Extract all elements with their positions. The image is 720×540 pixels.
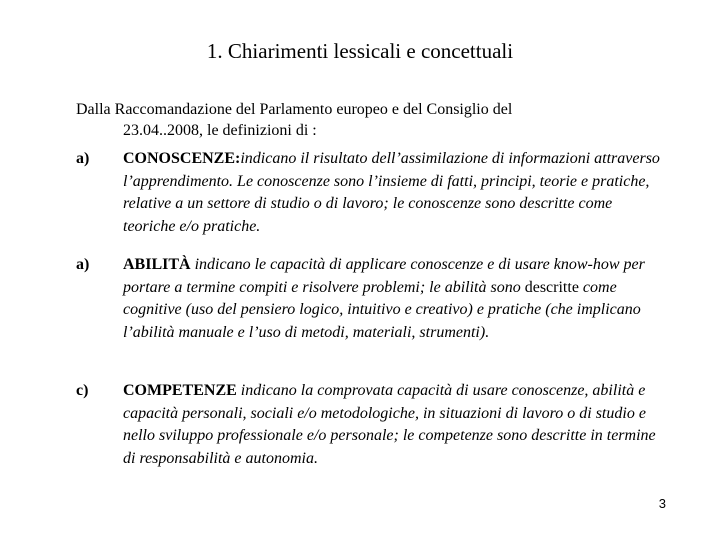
definition-text-part-1: indicano le capacità di applicare conoscenze e di usare know-how per portare a termine compiti e risolvere problemi; le abilità sono [123,256,645,296]
intro-line-1: Dalla Raccomandazione del Parlamento europeo e del Consiglio del [76,101,513,118]
intro-line-2: 23.04..2008, le definizioni di : [123,122,317,139]
definition-abilita [76,254,666,344]
term-conoscenze: CONOSCENZE: [123,150,241,167]
definition-conoscenze [76,148,666,238]
page-title: 1. Chiarimenti lessicali e concettuali [206,39,514,63]
definition-text: indicano la comprovata capacità di usare conoscenze, abilità e capacità personali, sociali e/o metodologiche, in situazioni di lavoro o di studio e nello sviluppo professionale e/o personale; le competenze sono descritte in termine di responsabilità e autonomia. [123,382,656,467]
item-letter: a) [76,256,90,273]
definition-text: indicano il risultato dell’assimilazione di informazioni attraverso l’apprendimento. Le conoscenze sono l’insieme di fatti, principi, teorie e pratiche, relative a un settore di studio o di lavoro; le conoscenze sono descritte come teoriche e/o pratiche. [123,150,660,235]
term-abilita: ABILITÀ [123,256,191,273]
item-letter: a) [76,150,90,167]
intro-paragraph [76,99,666,141]
term-competenze: COMPETENZE [123,382,237,399]
page-number: 3 [658,496,666,511]
definition-text-plain: descritte [524,278,579,296]
item-letter: c) [76,382,89,399]
definition-competenze [76,380,666,470]
definition-text-part-2: come cognitive (uso del pensiero logico, intuitivo e creativo) e pratiche (che implicano l’abilità manuale e l’uso di metodi, materiali, strumenti). [123,278,641,341]
